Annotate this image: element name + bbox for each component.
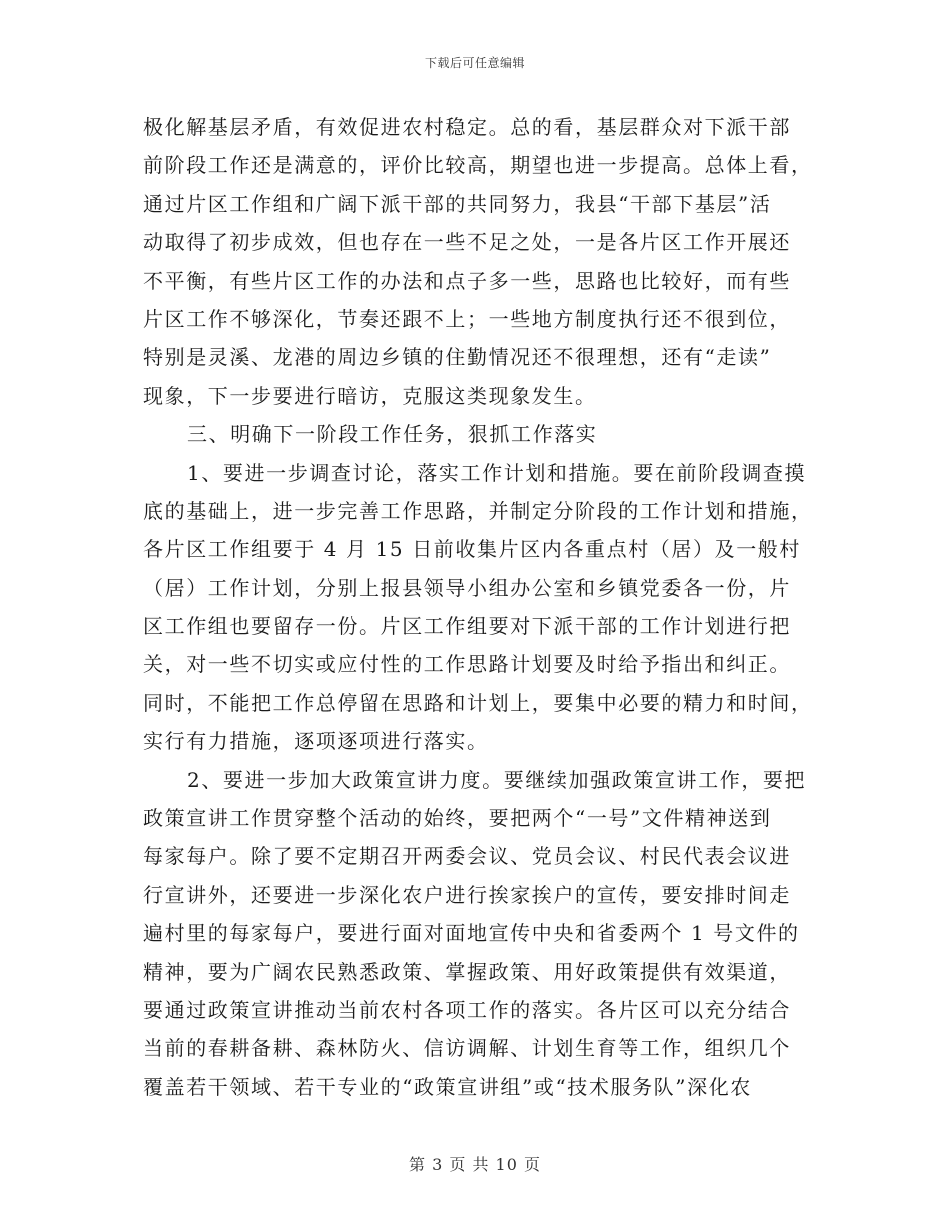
paragraph-first-line: 2、要进一步加大政策宣讲力度。要继续加强政策宣讲工作，要把 [187,767,807,792]
text-line: 通过片区工作组和广阔下派干部的共同努力，我县“干部下基层”活 [143,191,772,216]
text-line: 不平衡，有些片区工作的办法和点子多一些，思路也比较好，而有些 [143,268,791,293]
page-number-footer: 第 3 页 共 10 页 [409,1155,541,1174]
text-line: 极化解基层矛盾，有效促进农村稳定。总的看，基层群众对下派干部 [143,115,791,139]
text-line: 要通过政策宣讲推动当前农村各项工作的落实。各片区可以充分结合 [143,997,791,1022]
page-header: 下载后可任意编辑 [424,56,525,70]
text-line: 片区工作不够深化，节奏还跟不上；一些地方制度执行还不很到位， [143,306,791,331]
text-line: 区工作组也要留存一份。片区工作组要对下派干部的工作计划进行把 [143,614,791,639]
text-line: 当前的春耕备耕、森林防火、信访调解、计划生育等工作，组织几个 [143,1036,791,1061]
document-body [143,108,813,1106]
text-line: 各片区工作组要于 4 月 15 日前收集片区内各重点村（居）及一般村 [143,537,802,562]
text-line: 特别是灵溪、龙港的周边乡镇的住勤情况还不很理想，还有“走读” [143,345,772,370]
text-line: （居）工作计划，分别上报县领导小组办公室和乡镇党委各一份，片 [143,575,791,600]
paragraph-first-line: 1、要进一步调查讨论，落实工作计划和措施。要在前阶段调查摸 [187,460,807,485]
text-line: 前阶段工作还是满意的，评价比较高，期望也进一步提高。总体上看， [143,153,813,178]
text-line: 现象，下一步要进行暗访，克服这类现象发生。 [143,383,597,408]
text-line: 实行有力措施，逐项逐项进行落实。 [143,729,489,754]
text-line: 同时，不能把工作总停留在思路和计划上，要集中必要的精力和时间， [143,690,813,715]
text-line: 行宣讲外，还要进一步深化农户进行挨家挨户的宣传，要安排时间走 [143,882,791,907]
text-line: 覆盖若干领域、若干专业的“政策宣讲组”或“技术服务队”深化农 [143,1074,752,1099]
text-line: 底的基础上，进一步完善工作思路，并制定分阶段的工作计划和措施， [143,498,813,523]
text-line: 动取得了初步成效，但也存在一些不足之处，一是各片区工作开展还 [143,230,791,255]
text-line: 政策宣讲工作贯穿整个活动的始终，要把两个“一号”文件精神送到 [143,806,772,831]
text-line: 关，对一些不切实或应付性的工作思路计划要及时给予指出和纠正。 [143,652,791,677]
text-line: 遍村里的每家每户，要进行面对面地宣传中央和省委两个 1 号文件的 [143,921,800,946]
section-heading: 三、明确下一阶段工作任务，狠抓工作落实 [187,422,598,447]
text-line: 每家每户。除了要不定期召开两委会议、党员会议、村民代表会议进 [143,844,791,869]
text-line: 精神，要为广阔农民熟悉政策、掌握政策、用好政策提供有效渠道， [143,959,791,984]
